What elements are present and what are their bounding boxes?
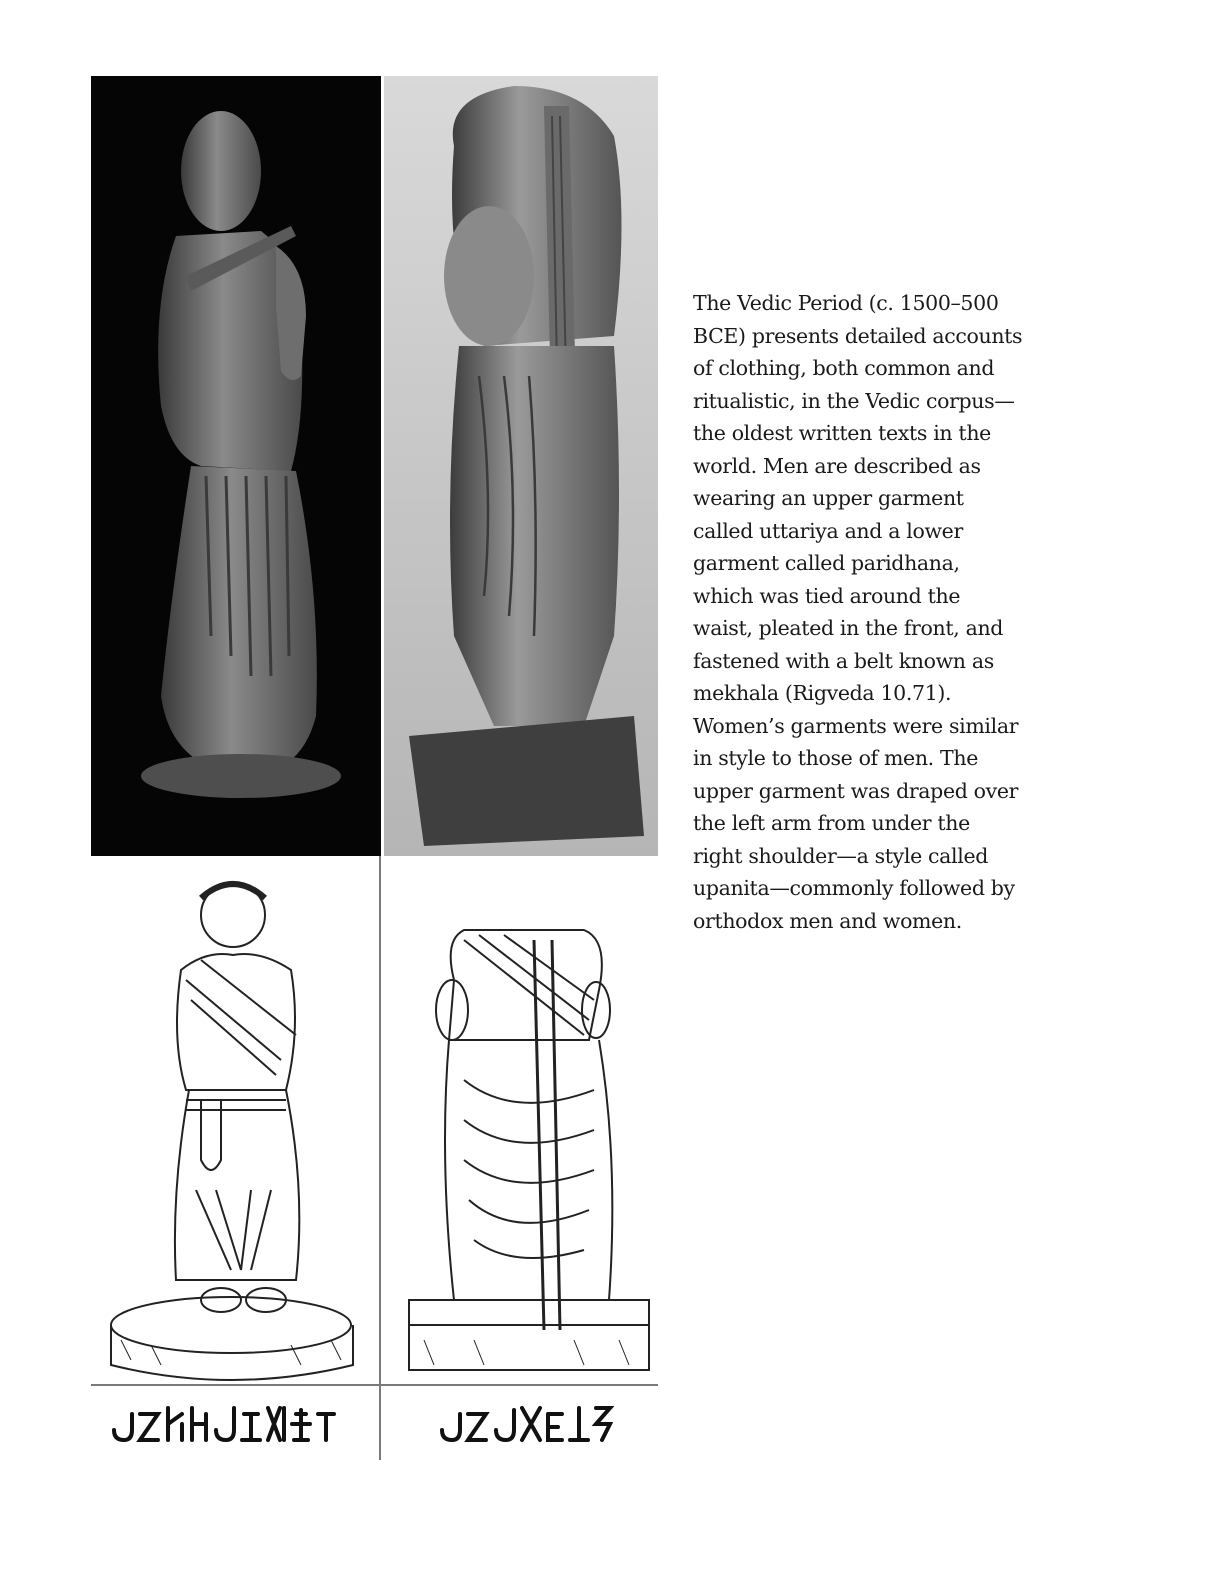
panel-divider-horizontal <box>91 1384 658 1386</box>
body-paragraph: The Vedic Period (c. 1500–500 BCE) presents detailed accounts of clothing, both common and ritualistic, in the Vedic corpus— the oldest written texts in the world. Men are described as wearing an upper garment called uttariya and a lower garment called paridhana, which was tied around the waist, pleated in the front, and fastened with a belt known as mekhala (Rigveda 10.71). Women’s garments were similar in style to those of men. The upper garment was draped over the left arm from under the right shoulder—a style called upanita—commonly followed by orthodox men and women. <box>693 291 1023 933</box>
brahmi-inscription-right <box>436 1400 616 1446</box>
brahmi-inscription-left <box>108 1400 344 1446</box>
line-drawing-right <box>384 860 658 1385</box>
sculpture-photo-left <box>91 76 381 856</box>
sculpture-photo-right <box>384 76 658 856</box>
panel-divider-vertical <box>379 856 381 1460</box>
line-drawing-left <box>91 860 379 1385</box>
